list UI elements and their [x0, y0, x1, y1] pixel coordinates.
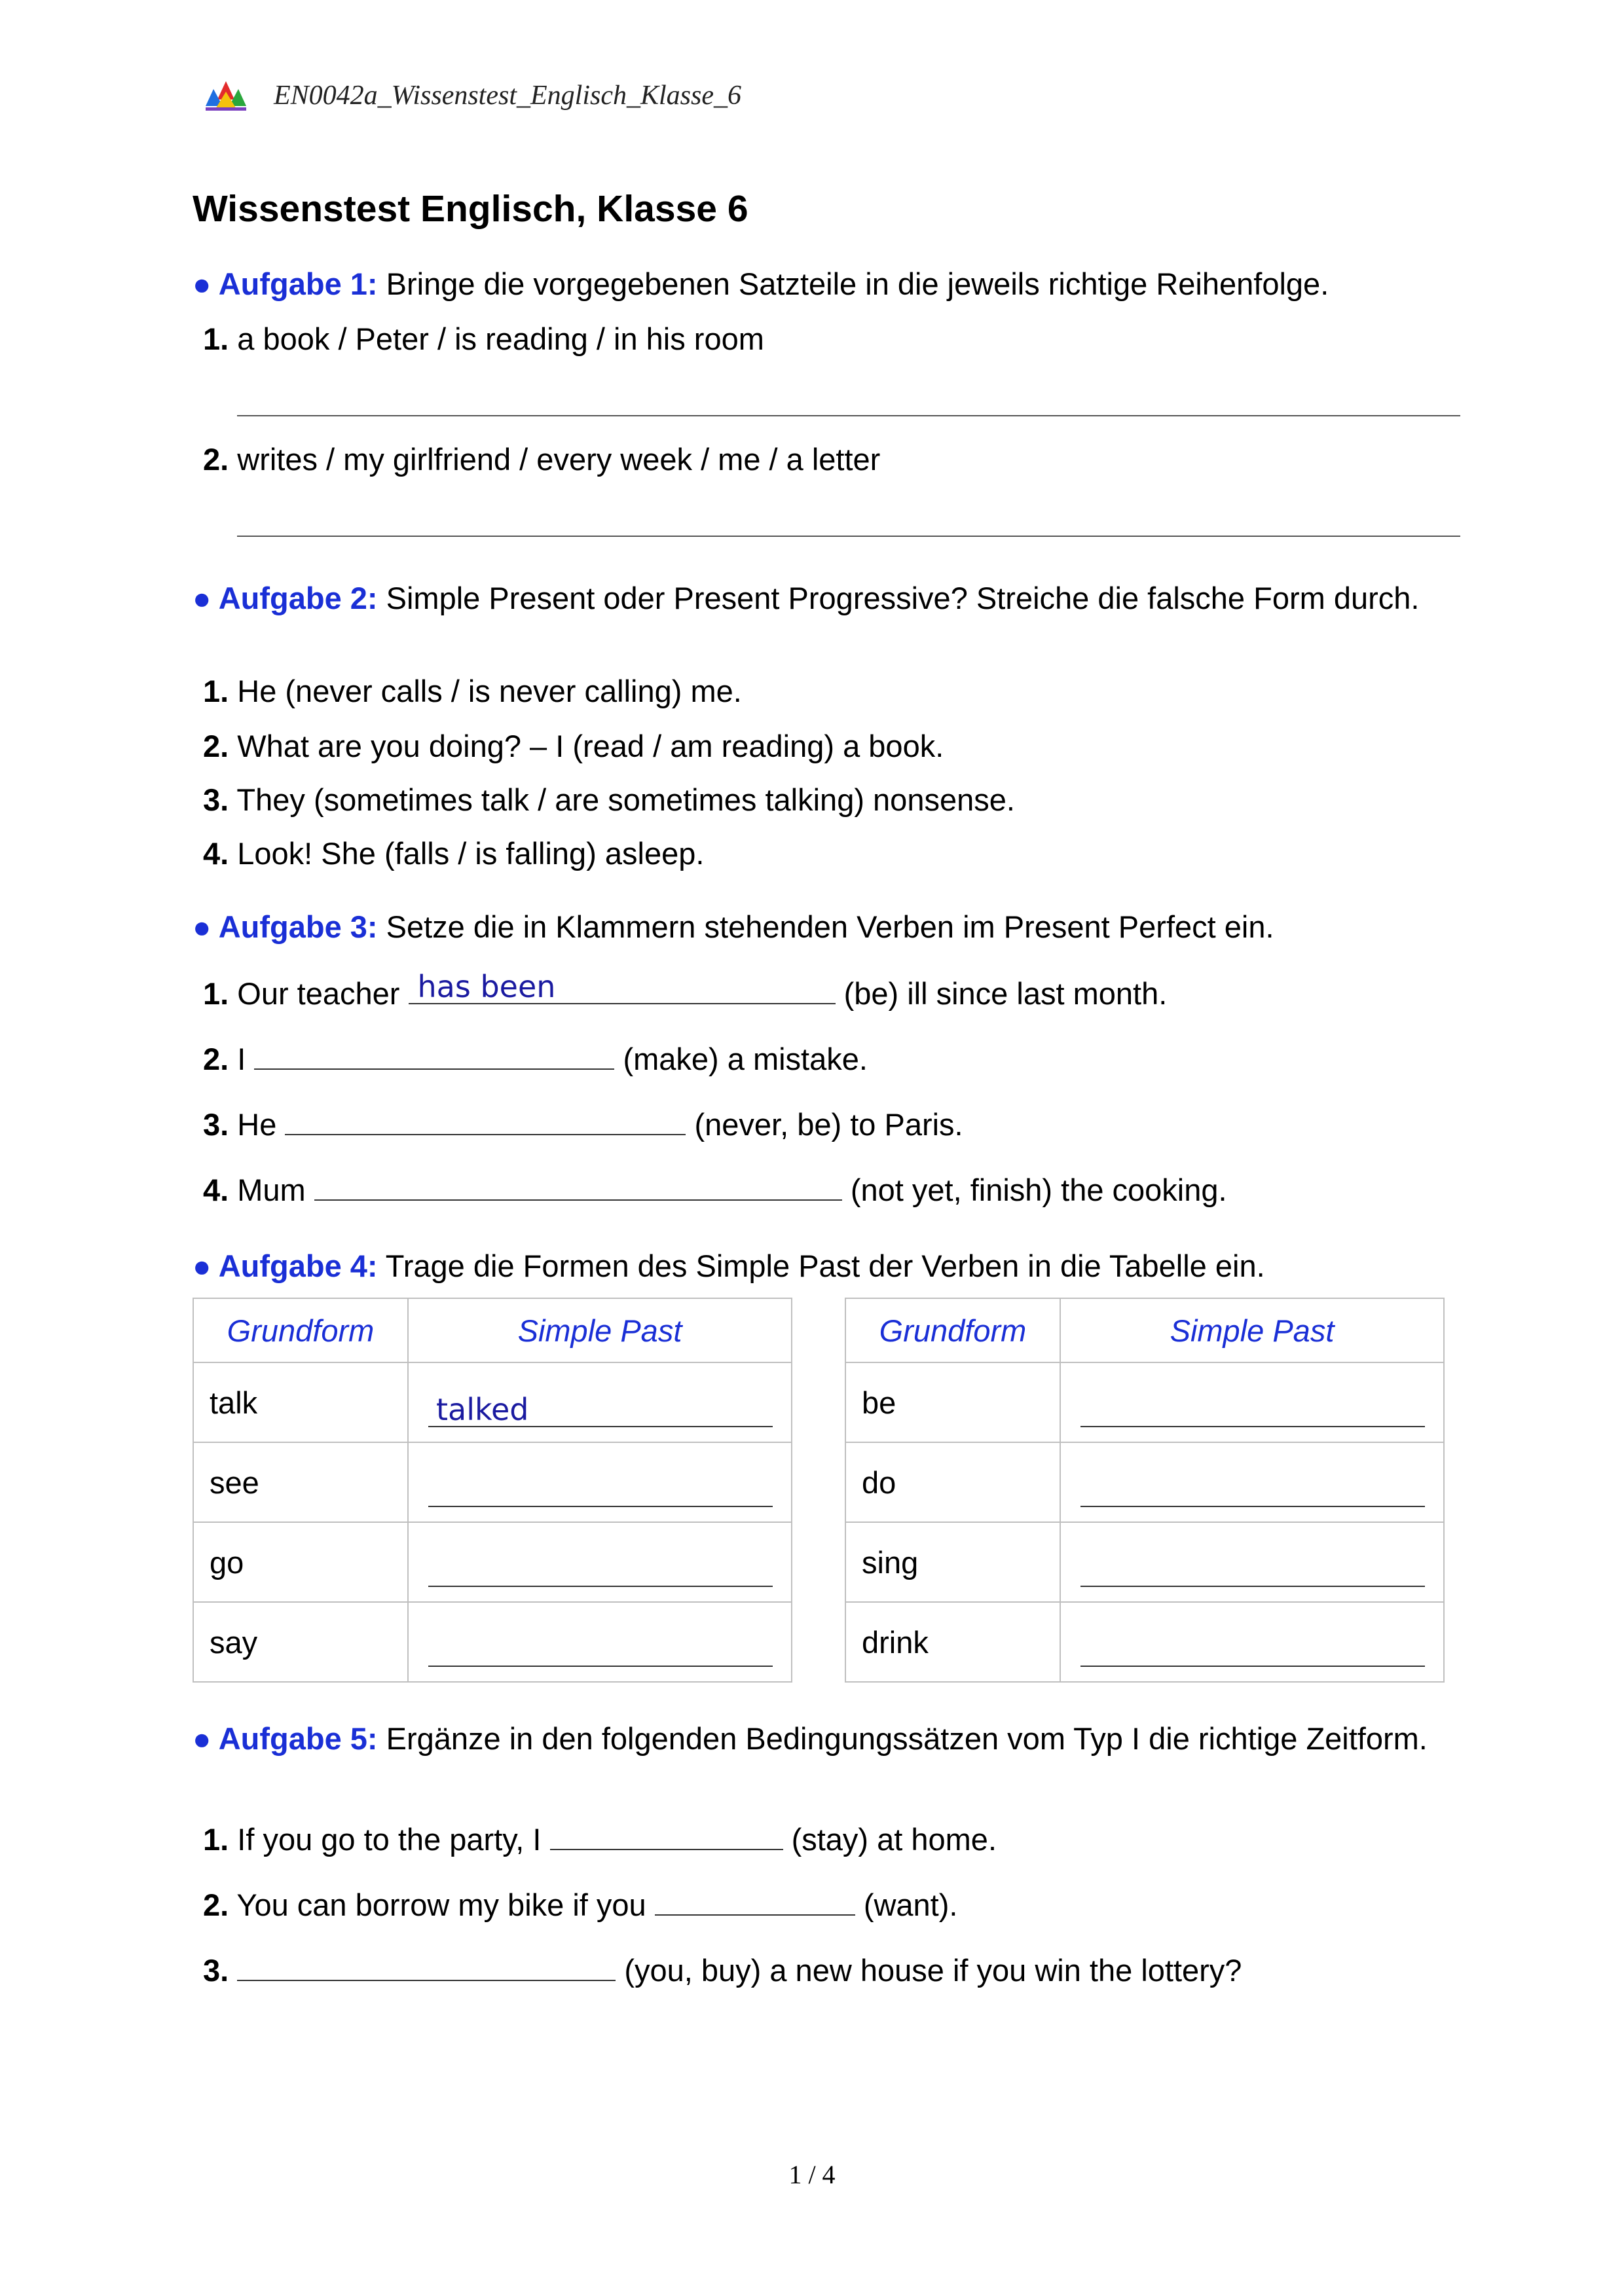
task-1-answer-line-2[interactable]: [237, 536, 1460, 537]
colored-triangles-logo-icon: [204, 80, 248, 111]
task-1-instruction: [193, 264, 1460, 303]
task-3-answer-blank-4[interactable]: [314, 1171, 842, 1201]
column-header-grundform: Grundform: [193, 1298, 408, 1362]
task-4-text: Trage die Formen des Simple Past der Verben in die Tabelle ein.: [385, 1248, 1265, 1283]
task-4-label: ● Aufgabe 4:: [193, 1248, 378, 1283]
past-answer-cell[interactable]: [408, 1602, 792, 1682]
task-2-label: ● Aufgabe 2:: [193, 581, 378, 615]
task-1-item-1: 1. a book / Peter / is reading / in his room: [203, 321, 764, 356]
task-5-text: Ergänze in den folgenden Bedingungssätzen vom Typ I die richtige Zeitform.: [386, 1721, 1428, 1756]
page-title: Wissenstest Englisch, Klasse 6: [193, 188, 748, 230]
past-answer-cell[interactable]: [1060, 1602, 1444, 1682]
verb-table-right: [845, 1298, 1445, 1683]
past-answer-cell[interactable]: [408, 1442, 792, 1522]
past-answer-cell[interactable]: [1060, 1442, 1444, 1522]
verb-base-form: go: [193, 1522, 408, 1602]
verb-base-form: sing: [845, 1522, 1060, 1602]
task-2-instruction: [193, 579, 1460, 617]
column-header-grundform: Grundform: [845, 1298, 1060, 1362]
table-row: [845, 1522, 1444, 1602]
past-answer-cell[interactable]: [1060, 1522, 1444, 1602]
task-3-item-4: 4. Mum (not yet, finish) the cooking.: [203, 1171, 1227, 1209]
document-id: EN0042a_Wissenstest_Englisch_Klasse_6: [274, 81, 741, 111]
table-header-row: [845, 1298, 1444, 1362]
task-5-answer-blank-2[interactable]: [655, 1886, 855, 1916]
table-row: [845, 1602, 1444, 1682]
past-answer-cell[interactable]: [408, 1522, 792, 1602]
task-3-label: ● Aufgabe 3:: [193, 909, 378, 944]
verb-base-form: say: [193, 1602, 408, 1682]
task-2-item-3: 3. They (sometimes talk / are sometimes talking) nonsense.: [203, 782, 1015, 817]
table-row: [193, 1602, 792, 1682]
column-header-simple-past: Simple Past: [1060, 1298, 1444, 1362]
handwritten-answer: has been: [417, 969, 556, 1004]
task-2-item-1: 1. He (never calls / is never calling) me.: [203, 674, 742, 708]
task-3-item-3: 3. He (never, be) to Paris.: [203, 1105, 963, 1144]
table-row: [193, 1362, 792, 1442]
table-row: [845, 1362, 1444, 1442]
past-answer-cell[interactable]: [1060, 1362, 1444, 1442]
verb-base-form: see: [193, 1442, 408, 1522]
task-3-item-2: 2. I (make) a mistake.: [203, 1040, 868, 1078]
task-3-answer-blank-2[interactable]: [254, 1040, 614, 1070]
task-5-label: ● Aufgabe 5:: [193, 1721, 378, 1756]
table-row: [845, 1442, 1444, 1522]
task-3-instruction: [193, 907, 1460, 946]
task-5-item-3: 3. (you, buy) a new house if you win the lottery?: [203, 1951, 1242, 1990]
task-3-answer-blank-1[interactable]: [409, 969, 836, 1004]
task-1-text: Bringe die vorgegebenen Satzteile in die jeweils richtige Reihenfolge.: [386, 266, 1329, 301]
column-header-simple-past: Simple Past: [408, 1298, 792, 1362]
task-5-item-2: 2. You can borrow my bike if you (want).: [203, 1886, 957, 1924]
task-2-text: Simple Present oder Present Progressive? Streiche die falsche Form durch.: [386, 581, 1420, 615]
table-row: [193, 1442, 792, 1522]
task-1-label: ● Aufgabe 1:: [193, 266, 378, 301]
task-5-instruction: [193, 1719, 1460, 1758]
task-1-answer-line-1[interactable]: [237, 415, 1460, 416]
task-3-item-1: 1. Our teacher has been (be) ill since last month.: [203, 969, 1168, 1011]
task-4-instruction: [193, 1247, 1460, 1285]
verb-base-form: drink: [845, 1602, 1060, 1682]
past-answer-cell[interactable]: [408, 1362, 792, 1442]
task-2-item-4: 4. Look! She (falls / is falling) asleep.: [203, 836, 705, 871]
verb-base-form: be: [845, 1362, 1060, 1442]
document-header: [204, 76, 741, 115]
task-1-item-2: 2. writes / my girlfriend / every week / me / a letter: [203, 442, 881, 477]
task-5-item-1: 1. If you go to the party, I (stay) at home.: [203, 1820, 997, 1859]
verb-table-left: [193, 1298, 792, 1683]
task-5-answer-blank-3[interactable]: [237, 1951, 616, 1981]
handwritten-answer: talked: [436, 1392, 529, 1427]
task-5-answer-blank-1[interactable]: [550, 1820, 783, 1850]
task-3-answer-blank-3[interactable]: [285, 1105, 686, 1135]
table-row: [193, 1522, 792, 1602]
task-3-text: Setze die in Klammern stehenden Verben im Present Perfect ein.: [386, 909, 1274, 944]
table-header-row: [193, 1298, 792, 1362]
verb-base-form: do: [845, 1442, 1060, 1522]
verb-base-form: talk: [193, 1362, 408, 1442]
page-number: 1 / 4: [788, 2160, 836, 2189]
task-2-item-2: 2. What are you doing? – I (read / am reading) a book.: [203, 729, 944, 763]
